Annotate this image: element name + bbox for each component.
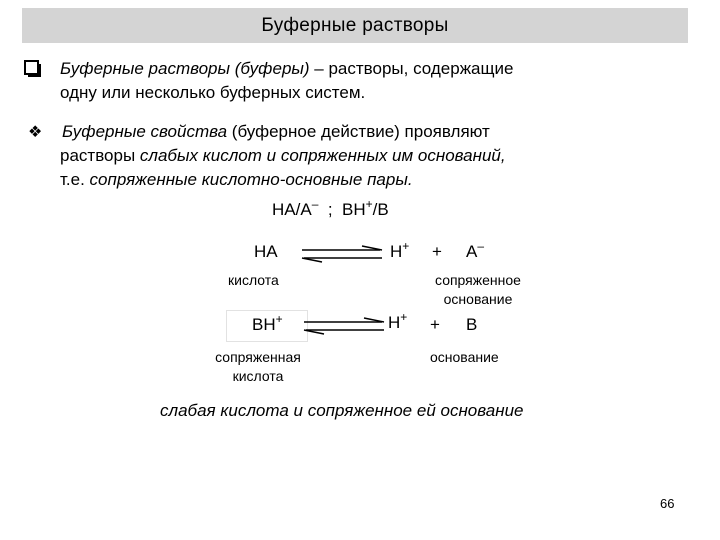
row2-acid-label — [200, 348, 316, 386]
formula-minus: – — [311, 197, 319, 211]
bullet-2-line-3-plain: т.е. — [60, 170, 90, 189]
row1-proton — [390, 239, 410, 262]
bullet-2-line-2 — [60, 144, 506, 167]
bullet-1-rest: – растворы, содержащие — [309, 59, 514, 78]
row2-h-charge: + — [400, 310, 408, 324]
row1-base-label-line-2: основание — [443, 291, 513, 307]
row2-acid-label-line-2: кислота — [232, 368, 284, 384]
row2-h: H — [388, 313, 401, 332]
formula-plus: + — [365, 197, 373, 211]
diamond-bullet-icon: ❖ — [28, 124, 43, 141]
acid-base-pairs-formula — [272, 197, 389, 220]
row1-base — [466, 239, 485, 262]
slide-title: Буферные растворы — [261, 14, 449, 36]
row2-acid-label-line-1: сопряженная — [215, 349, 301, 365]
bullet-2-rest: (буферное действие) проявляют — [227, 122, 490, 141]
slide-title-bar — [22, 8, 688, 43]
equilibrium-arrows-icon — [302, 317, 386, 337]
page-number: 66 — [660, 496, 675, 511]
row2-proton — [388, 310, 408, 333]
formula-b: /B — [372, 200, 389, 219]
bullet-2-line-1 — [28, 120, 490, 144]
row1-a-charge: – — [477, 239, 485, 253]
row1-acid-label: кислота — [228, 272, 279, 288]
row1-plus: + — [432, 242, 442, 261]
row1-a: A — [466, 242, 478, 261]
bullet-1-line-2: одну или несколько буферных систем. — [60, 83, 366, 102]
formula-bh: ; BH — [318, 200, 366, 219]
row1-acid: HA — [254, 242, 278, 261]
row2-acid — [252, 312, 283, 335]
row1-h-charge: + — [402, 239, 410, 253]
bullet-2-line-2-plain: растворы — [60, 146, 140, 165]
row1-h: H — [390, 242, 403, 261]
row2-plus: + — [430, 315, 440, 334]
bullet-1-term: Буферные растворы (буферы) — [60, 59, 310, 78]
row2-base-label: основание — [430, 349, 499, 365]
row1-base-label-line-1: сопряженное — [435, 272, 521, 288]
equilibrium-arrows-icon — [300, 245, 384, 265]
bullet-1-line-1 — [24, 57, 513, 80]
row2-bh-charge: + — [275, 312, 283, 326]
bullet-2-line-2-italic: слабых кислот и сопряженных им оснований, — [139, 146, 506, 165]
row2-base: B — [466, 315, 478, 334]
bullet-2-line-3 — [60, 168, 413, 191]
summary-caption: слабая кислота и сопряженное ей основание — [160, 401, 524, 420]
square-bullet-icon — [24, 60, 39, 75]
bullet-2-term: Буферные свойства — [62, 122, 228, 141]
bullet-2-line-3-italic: сопряженные кислотно-основные пары. — [89, 170, 413, 189]
row2-bh: BH — [252, 315, 276, 334]
row1-base-label — [418, 271, 538, 309]
formula-ha-a: HA/A — [272, 200, 312, 219]
